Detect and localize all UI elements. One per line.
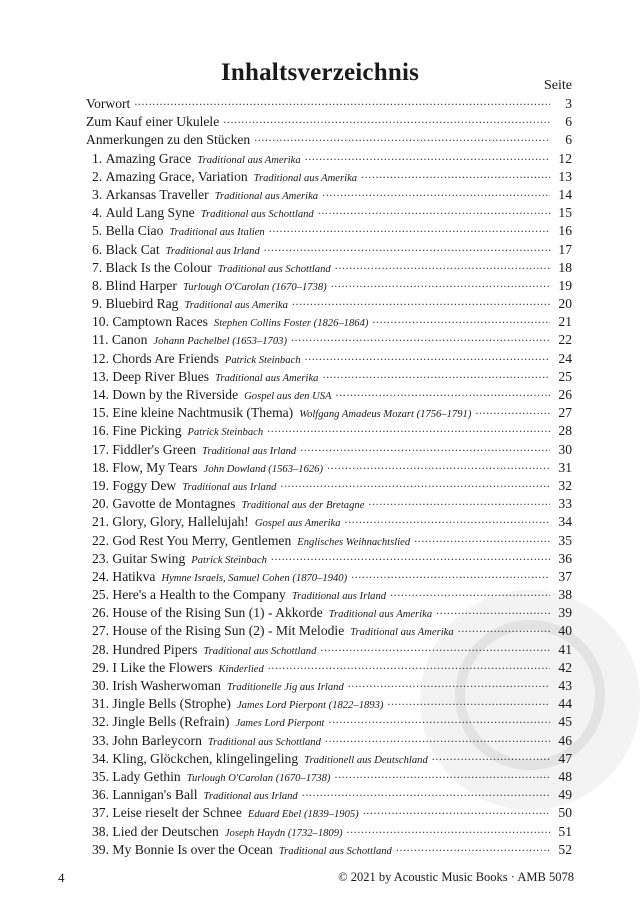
toc-entry-composer: Gospel aus Amerika [254,518,341,530]
toc-leader-dots [458,619,550,637]
toc-leader-dots [414,529,550,547]
toc-leader-dots [322,183,550,201]
toc-leader-dots [267,419,550,437]
toc-entry-number: 16. [92,423,109,439]
toc-entry-number: 8. [92,277,103,293]
footer-copyright: © 2021 by Acoustic Music Books · AMB 5078 [338,870,574,884]
toc-entry-page: 50 [558,805,572,821]
toc-entry-composer: Turlough O'Carolan (1670–1738) [182,281,327,293]
toc-leader-dots [372,310,550,328]
toc-entry-heading [86,823,343,843]
toc-entry-composer: Traditional aus Italien [169,227,265,239]
toc-entry-page: 38 [558,587,572,603]
toc-leader-dots [320,638,550,656]
toc-entry-page: 6 [565,114,572,130]
toc-entry-page: 13 [558,168,572,184]
toc-entry-number: 17. [92,441,109,457]
toc-leader-dots [134,92,550,110]
toc-entry-number: 21. [92,514,109,530]
toc-entry-composer: John Dowland (1563–1626) [203,463,324,475]
toc-leader-dots [291,328,550,346]
toc-entry-page: 24 [558,350,572,366]
toc-entry-heading [86,786,298,806]
toc-entry-page: 18 [558,259,572,275]
toc-entry-page: 27 [558,405,572,421]
toc-entry-composer: Traditional aus Amerika [253,172,358,184]
toc-entry-title: Zum Kauf einer Ukulele [86,114,220,130]
toc-leader-dots [223,110,550,128]
toc-entry-title: Irish Washerwoman [112,678,221,693]
toc-entry-heading [86,804,359,824]
toc-entry-composer: Traditional aus Irland [165,245,260,257]
toc-entry-number: 23. [92,550,109,566]
toc-leader-dots [336,383,550,401]
toc-leader-dots [432,747,550,765]
toc-leader-dots [387,692,550,710]
toc-leader-dots [335,256,550,274]
toc-entry-heading [86,350,301,370]
table-of-contents [86,95,572,859]
toc-leader-dots [318,201,550,219]
toc-entry-page: 43 [558,678,572,693]
toc-entry-number: 39. [92,841,109,857]
toc-entry-page: 32 [558,477,572,493]
toc-entry-title: Vorwort [86,96,131,111]
toc-entry-composer: Hymne Israels, Samuel Cohen (1870–1940) [161,572,348,584]
toc-entry-title: Fiddler's Green [112,441,197,457]
toc-entry-heading [86,713,325,733]
toc-entry-page: 31 [558,459,572,475]
toc-entry-title: Arkansas Traveller [105,186,209,202]
toc-entry-heading [86,422,263,442]
toc-leader-dots [436,601,550,619]
toc-entry-number: 35. [92,768,109,784]
page-title: Inhaltsverzeichnis [220,58,420,86]
toc-entry-heading [86,841,392,861]
toc-entry-page: 3 [565,96,572,111]
toc-entry-page: 12 [558,150,572,166]
toc-entry-heading [86,113,219,131]
toc-entry-heading [86,586,386,606]
toc-entry-number: 37. [92,805,109,821]
toc-entry-title: Amazing Grace, Variation [105,168,248,184]
toc-entry-title: Lied der Deutschen [112,823,219,839]
toc-entry-page: 42 [558,659,572,675]
toc-entry-number: 14. [92,387,109,402]
toc-entry-page: 25 [558,368,572,384]
toc-entry-page: 46 [558,732,572,748]
toc-entry-title: Blind Harper [105,277,177,293]
toc-entry-page: 19 [558,277,572,293]
toc-entry-page: 51 [558,823,572,839]
toc-entry-title: Auld Lang Syne [105,205,195,221]
toc-entry-number: 19. [92,477,109,493]
toc-entry-number: 15. [92,405,109,421]
toc-entry-heading [86,259,331,279]
toc-entry-heading [86,186,318,206]
toc-entry-title: Canon [111,332,148,348]
toc-entry-composer: Traditional aus Irland [202,445,297,457]
toc-entry-composer: Kinderlied [218,663,264,675]
toc-entry-number: 7. [92,259,103,275]
toc-entry-page: 49 [558,787,572,803]
toc-entry-heading [86,604,432,624]
toc-entry-title: Kling, Glöckchen, klingelingeling [112,750,299,766]
toc-entry-number: 30. [92,678,109,693]
toc-entry-title: Down by the Riverside [112,387,239,402]
toc-entry-composer: Traditionelle Jig aus Irland [226,682,344,693]
toc-entry-number: 36. [92,787,109,803]
toc-entry-heading [86,550,267,570]
toc-entry-composer: Traditional aus Schottland [207,736,321,748]
toc-entry-heading [86,95,130,113]
toc-entry-composer: Traditionell aus Deutschland [304,754,428,766]
toc-entry-number: 20. [92,496,109,512]
toc-entry-title: God Rest You Merry, Gentlemen [112,532,292,548]
toc-entry-page: 41 [558,641,572,657]
toc-leader-dots [368,492,550,510]
toc-entry-composer: Traditional aus Amerika [350,627,454,639]
toc-entry-page: 35 [558,532,572,548]
toc-entry-page: 44 [558,696,572,712]
toc-entry-heading [86,732,321,752]
toc-entry-number: 2. [92,168,103,184]
toc-entry-heading [86,131,250,149]
toc-entry-composer: Eduard Ebel (1839–1905) [247,809,359,821]
toc-entry-title: Bella Ciao [105,223,164,239]
toc-entry-number: 11. [92,332,109,348]
toc-entry-number: 1. [92,150,103,166]
toc-entry-heading [86,659,264,679]
toc-entry-composer: Traditional aus Schottland [217,263,331,275]
toc-entry-heading [86,331,287,351]
toc-entry-title: Jingle Bells (Strophe) [112,696,231,712]
toc-leader-dots [280,474,550,492]
toc-leader-dots [322,365,550,383]
toc-leader-dots [325,729,550,747]
toc-entry-title: I Like the Flowers [112,659,213,675]
toc-entry-number: 5. [92,223,103,239]
toc-leader-dots [254,128,550,146]
toc-entry-number: 12. [92,350,109,366]
toc-entry-page: 28 [558,423,572,439]
toc-entry-page: 36 [558,550,572,566]
toc-entry-page: 14 [558,186,572,202]
toc-entry-number: 32. [92,714,109,730]
toc-entry-composer: Traditional aus Schottland [278,845,392,857]
toc-entry-number: 18. [92,459,109,475]
toc-entry-title: Hundred Pipers [112,641,198,657]
toc-leader-dots [300,438,550,456]
toc-leader-dots [345,510,550,528]
toc-entry-number: 25. [92,587,109,603]
toc-entry-composer: Traditional aus Amerika [197,154,301,166]
toc-leader-dots [305,147,550,165]
toc-entry-page: 6 [565,132,572,148]
toc-entry-composer: Patrick Steinbach [187,427,264,439]
toc-entry-number: 13. [92,368,109,384]
toc-entry-title: Jingle Bells (Refrain) [112,714,230,730]
toc-entry-page: 48 [558,768,572,784]
toc-entry-composer: Stephen Collins Foster (1826–1864) [213,318,369,330]
toc-entry-title: Guitar Swing [112,550,186,566]
toc-entry-heading [86,477,276,497]
toc-entry-title: Chords Are Friends [112,350,219,366]
toc-entry-number: 9. [92,296,103,312]
toc-entry-composer: Wolfgang Amadeus Mozart (1756–1791) [299,409,472,421]
toc-entry-heading [86,386,332,406]
toc-leader-dots [268,656,550,674]
toc-entry-title: Lady Gethin [112,768,181,784]
toc-entry-page: 15 [558,205,572,221]
toc-entry-title: Lannigan's Ball [112,787,198,803]
toc-leader-dots [351,565,550,583]
toc-entry-number: 3. [92,186,103,202]
toc-leader-dots [390,583,550,601]
toc-entry-page: 21 [558,314,572,330]
toc-entry-page: 30 [558,441,572,457]
toc-entry-composer: James Lord Pierpont [235,718,325,730]
toc-entry-page: 16 [558,223,572,239]
toc-entry-composer: Traditional aus Irland [291,591,387,603]
toc-entry-composer: Traditional aus Schottland [200,209,314,221]
toc-entry-page: 34 [558,514,572,530]
toc-entry-page: 37 [558,568,572,584]
toc-entry-title: Fine Picking [112,423,182,439]
toc-entry-composer: Patrick Steinbach [191,554,267,566]
toc-entry[interactable] [86,841,572,859]
toc-entry-composer: Traditional aus Irland [182,481,277,493]
toc-entry-number: 34. [92,750,109,766]
toc-entry-heading [86,222,265,242]
toc-entry-title: John Barleycorn [112,732,202,748]
toc-entry-title: Leise rieselt der Schnee [112,805,242,821]
toc-entry-heading [86,277,327,297]
toc-entry-composer: Traditional aus Amerika [184,300,288,312]
toc-entry-title: My Bonnie Is over the Ocean [112,841,273,857]
toc-entry-title: Amazing Grace [105,150,192,166]
toc-leader-dots [269,219,550,237]
toc-entry-number: 31. [92,696,109,712]
toc-entry-page: 45 [558,714,572,730]
toc-entry-title: Eine kleine Nachtmusik (Thema) [112,405,294,421]
page-column-label: Seite [544,78,572,93]
toc-leader-dots [327,456,550,474]
toc-entry-title: Foggy Dew [112,477,177,493]
toc-entry-heading [86,241,260,261]
toc-entry-heading [86,513,341,533]
toc-leader-dots [302,783,550,801]
toc-entry-page: 33 [558,496,572,512]
toc-entry-heading [86,368,318,388]
toc-entry-title: Flow, My Tears [112,459,198,475]
toc-leader-dots [334,765,550,783]
toc-entry-number: 28. [92,641,109,657]
toc-entry-heading [86,495,364,515]
toc-entry-composer: Johann Pachelbel (1653–1703) [153,336,287,348]
toc-entry-title: House of the Rising Sun (2) - Mit Melodie [112,623,345,639]
toc-entry-composer: James Lord Pierpont (1822–1893) [236,700,384,712]
toc-entry-number: 26. [92,605,109,621]
toc-entry-number: 29. [92,659,109,675]
toc-leader-dots [361,165,550,183]
toc-leader-dots [396,838,550,856]
toc-entry-page: 52 [558,841,572,857]
toc-entry-composer: Traditional aus Amerika [214,190,319,202]
toc-entry-title: Anmerkungen zu den Stücken [86,132,251,148]
footer-page-number: 4 [58,870,65,885]
toc-entry-page: 22 [558,332,572,348]
toc-entry-heading [86,568,347,588]
toc-entry-composer: Traditional aus der Bretagne [241,500,365,512]
toc-entry-composer: Patrick Steinbach [224,354,301,366]
toc-entry-heading [86,168,357,188]
toc-entry-page: 26 [558,387,572,402]
toc-entry-composer: Traditional aus Amerika [328,609,433,621]
toc-entry-composer: Joseph Haydn (1732–1809) [224,827,343,839]
toc-entry-title: Deep River Blues [112,368,210,384]
toc-leader-dots [292,292,550,310]
toc-entry-title: Black Is the Colour [105,259,212,275]
toc-entry-heading [86,677,344,697]
toc-leader-dots [348,674,550,692]
toc-leader-dots [363,801,550,819]
toc-entry-number: 6. [92,241,103,257]
toc-entry-number: 22. [92,532,109,548]
toc-entry-heading [86,441,296,461]
toc-entry-number: 33. [92,732,109,748]
toc-entry-composer: Turlough O'Carolan (1670–1738) [186,772,331,784]
toc-entry-title: Camptown Races [112,314,208,330]
toc-leader-dots [331,274,550,292]
toc-leader-dots [329,710,551,728]
toc-entry-title: Bluebird Rag [105,296,179,312]
toc-entry-title: Gavotte de Montagnes [112,496,236,512]
toc-entry-composer: Traditional aus Irland [203,791,298,803]
toc-entry-heading [86,768,330,788]
toc-entry-composer: Traditional aus Schottland [203,645,317,657]
toc-entry-title: House of the Rising Sun (1) - Akkorde [112,605,323,621]
toc-leader-dots [271,547,550,565]
toc-leader-dots [264,238,550,256]
toc-entry-page: 47 [558,750,572,766]
toc-entry-composer: Englisches Weihnachtslied [297,536,411,548]
toc-entry-title: Glory, Glory, Hallelujah! [112,514,249,530]
toc-entry-composer: Traditional aus Amerika [215,372,319,384]
toc-leader-dots [305,347,551,365]
toc-entry-page: 39 [558,605,572,621]
toc-entry-title: Black Cat [105,241,160,257]
toc-leader-dots [347,820,550,838]
toc-entry-page: 17 [558,241,572,257]
toc-entry-title: Hatikva [112,568,156,584]
toc-entry-heading [86,150,301,170]
toc-entry-page: 20 [558,296,572,312]
toc-entry-page: 40 [558,623,572,639]
toc-entry-number: 38. [92,823,109,839]
toc-entry-composer: Gospel aus den USA [244,391,332,402]
toc-entry-title: Here's a Health to the Company [112,587,286,603]
toc-entry-number: 4. [92,205,103,221]
toc-entry-heading [86,295,288,315]
toc-entry-number: 24. [92,568,109,584]
toc-entry-number: 27. [92,623,109,639]
toc-leader-dots [475,401,550,419]
toc-entry-number: 10. [92,314,109,330]
